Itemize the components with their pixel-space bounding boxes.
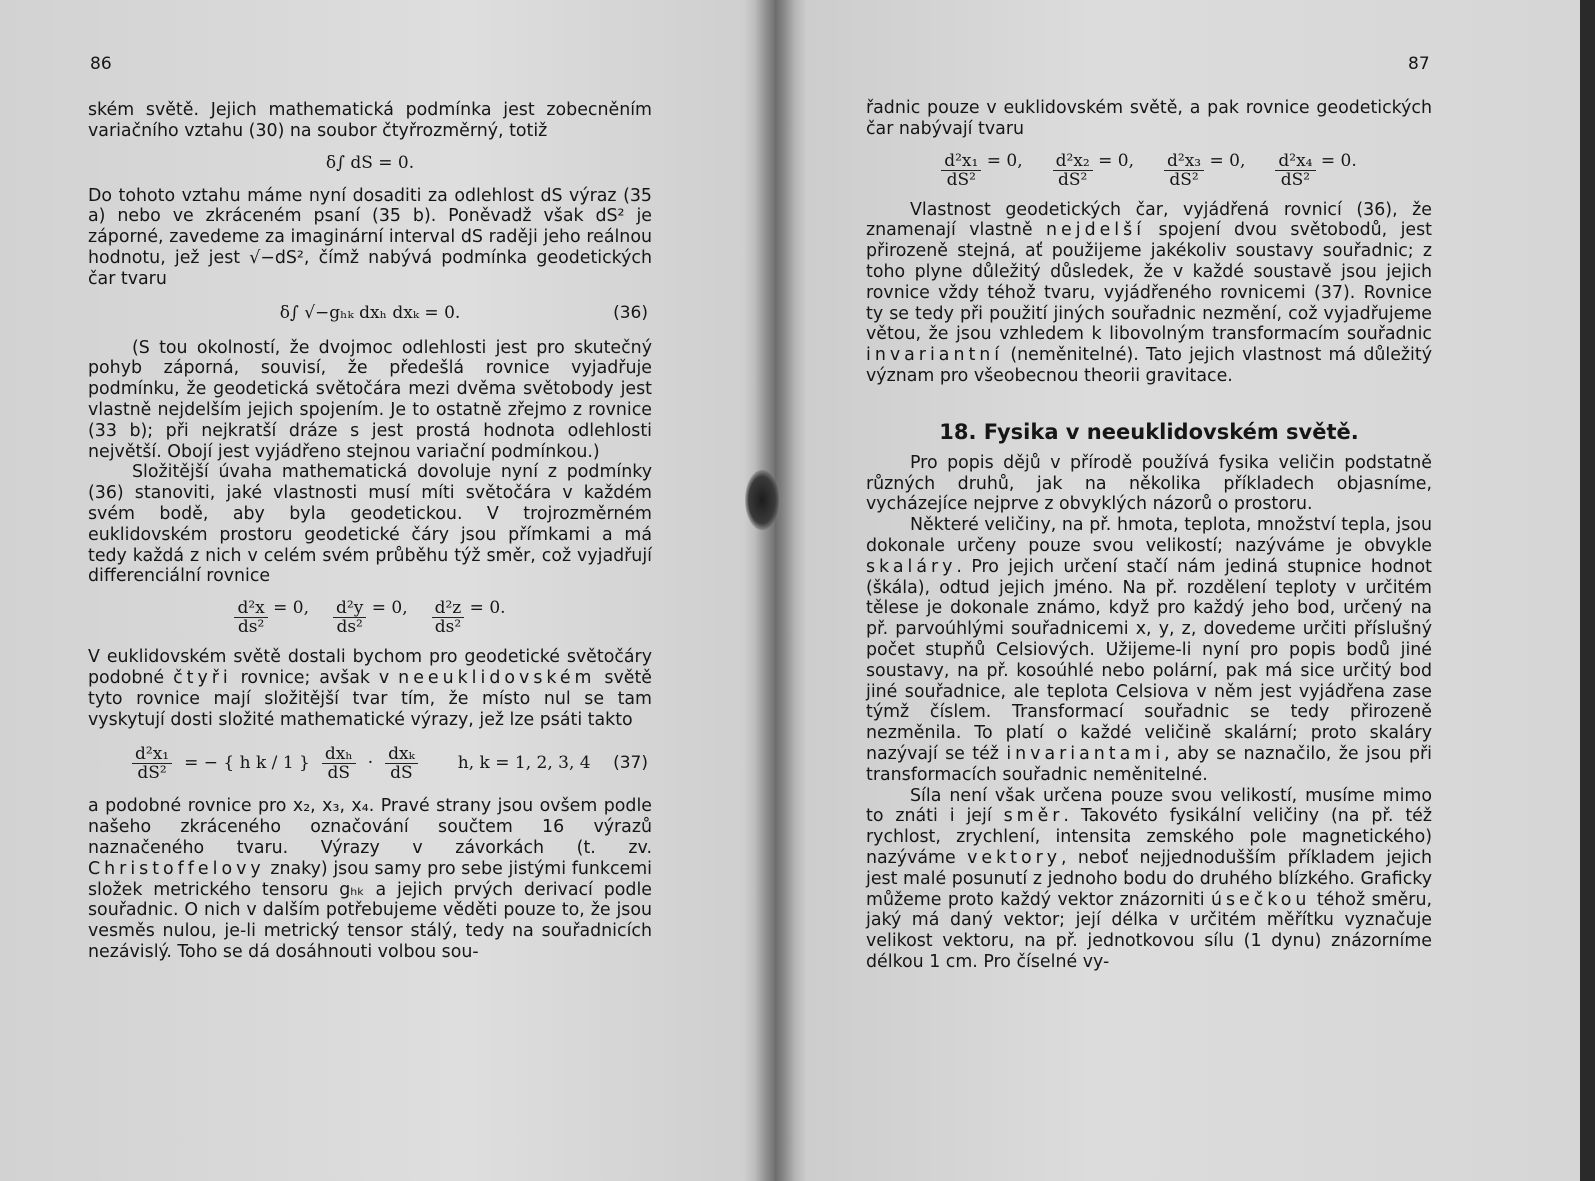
denominator: dS² [1169,169,1199,190]
equals: = 0, [1209,150,1246,171]
paragraph: Pro popis dějů v přírodě používá fysika veličin podstatně různých druhů, jak na několika příkladech objasníme, vycházejíce nejprve z obvyklých názorů o prostoru. [866,452,1432,515]
fraction-term [333,598,408,636]
spaced-text: čtyři [173,667,232,688]
paragraph: Do tohoto vztahu máme nyní dosaditi za odlehlost dS výraz (35 a) nebo ve zkráceném psaní (35 b). Poněvadž však dS² je záporné, zavedeme za imaginární interval dS raději jeho reálnou hodnotu, jež jest √−dS², čímž nabývá podmínka geodetických čar tvaru [88,185,652,289]
fraction-term [385,745,418,782]
text-run: Některé veličiny, na př. hmota, teplota, množství tepla, jsou dokonale určeny pouze svou velikostí; nazýváme je obvykle [866,515,1432,556]
text-run: a podobné rovnice pro x₂, x₃, x₄. Pravé strany jsou ovšem podle našeho zkráceného označování součtem 16 výrazů naznačeného tvaru. Výrazy v závorkách (t. zv. [88,796,652,858]
page-number-left: 86 [90,54,112,74]
paragraph: ském světě. Jejich mathematická podmínka jest zobecněním variačního vztahu (30) na soubor čtyřrozměrný, totiž [88,100,652,141]
book-gutter [755,0,795,1181]
text-run: rovnice; avšak v [231,667,399,688]
left-page-text [88,100,652,963]
denominator: ds² [434,617,462,638]
christoffel-symbol: = − { h k / 1 } [184,752,310,773]
equals: = 0, [371,598,408,619]
denominator: dS² [137,762,167,783]
spaced-text: invariantní [866,345,1004,366]
numerator: d²x₄ [1275,152,1315,171]
equals: = 0, [986,150,1023,171]
denominator: dS [390,762,413,783]
denominator: dS² [946,169,976,190]
denominator: dS [327,762,351,783]
paragraph [88,647,652,730]
text-run: (neměnitelné). Tato jejich vlastnost má důležitý význam pro všeobecnou theorii gravitace. [866,345,1432,386]
text-run: . Pro jejich určení stačí nám jediná stupnice hodnot (škála), odtud jejich jméno. Na př. rozdělení teploty v určitém tělese je dokonale známo, když pro každý jeho bod, určený na př. parvoúhlými souřadnicemi x, y, z, dovedeme určiti příslušný počet stupňů Celsiových. Užijeme-li nyní pro popis bodů jiné soustavy, na př. kosoúhlé nebo polární, pak má sice určitý bod jiné souřadnice, ale teplota Celsiova v něm jest vyjádřena zase týmž číslem. Transformací souřadnic se tedy přirozeně nezměnila. To platí o každé veličině skalární; proto skaláry nazývají se též [866,556,1432,764]
fraction-term [941,151,1022,189]
text-run: znaky) jsou samy pro sebe jistými funkcemi složek metrického tensoru gₕₖ a jejich prvých derivací podle souřadnic. O nich v dalším potřebujeme věděti pouze to, že jsou vesměs nulou, je-li metrický tensor stálý, tedy na souřadnicích nezávislý. Toho se dá dosáhnouti volbou sou- [88,858,652,962]
equation-number: (36) [613,303,648,324]
equation-37: $\frac{\text{d²x₁}}{\text{dS²}}$ = − { h k / 1 } $\frac{\text{dxₕ}}{dS}$ · $\frac{\text{dxₖ}}{dS}$ h, k = 1, 2, 3, 4 (37) [88,730,652,796]
spaced-text: skaláry [866,556,957,577]
text-run: světě tyto rovnice mají složitější tvar tím, že místo nul se tam vyskytují dosti složité mathematické výrazy, jež lze psáti takto [88,667,652,730]
equals: = 0, [1098,150,1134,171]
paragraph: Složitější úvaha mathematická dovoluje nyní z podmínky (36) stanoviti, jaké vlastnosti musí míti světočára v každém svém bodě, aby byla geodetickou. V trojrozměrném euklidovském prostoru geodetické čáry jsou přímkami a má tedy každá z nich v celém svém průběhu týž směr, což vyjadřují differenciální rovnice [88,462,652,587]
numerator: d²x₃ [1164,152,1204,171]
fraction-term [1053,151,1134,189]
fraction-term [1164,151,1245,189]
paragraph [866,515,1432,785]
numerator: d²x [234,599,267,618]
spaced-text: úsečkou [1210,889,1311,910]
text-run: , neboť nejjednodušším příkladem jejich jest malé posunutí z jednoho bodu do druhého blízkého. Graficky můžeme proto každý vektor znázorniti [866,847,1433,910]
text-run: V euklidovském světě dostali bychom pro geodetické světočáry podobné [88,647,652,688]
numerator: dxₖ [385,745,418,764]
equation [88,587,652,647]
numerator: d²x₁ [941,152,981,171]
paragraph: řadnic pouze v euklidovském světě, a pak rovnice geodetických čar nabývají tvaru [866,98,1432,139]
spaced-text: invariantami [1006,743,1165,764]
text-run: , aby se naznačilo, že jsou při transformacích souřadnic neměnitelné. [866,743,1433,785]
equals: = 0. [469,598,506,619]
fraction-term [322,745,356,782]
paragraph [866,786,1432,973]
equation [88,142,652,186]
text-run: Vlastnost geodetických čar, vyjádřená rovnicí (36), že znamenají vlastně [866,199,1432,241]
index-range: h, k = 1, 2, 3, 4 [457,752,591,773]
spaced-text: nejdelší [1046,220,1146,241]
spaced-text: Christoffelovy [88,858,265,879]
fraction-term [132,745,172,782]
spaced-text: směr [1003,806,1064,827]
text-run: Síla není však určena pouze svou velikostí, musíme mimo to znáti i její [866,785,1432,827]
paragraph [866,200,1432,387]
equals: = 0, [273,598,310,619]
binding-damage [745,470,779,530]
equation [866,140,1432,200]
numerator: d²x₁ [132,745,172,764]
paragraph [88,796,652,962]
denominator: dS² [1057,169,1088,190]
equation-36 [88,290,652,338]
text-run: spojení dvou světobodů, jest přirozeně stejná, ať použijeme jakékoliv soustavy souřadnic; z toho plyne důležitý důsledek, že v každé soustavě jsou jejich rovnice vždy téhož tvaru, vyjádřeného rovnicemi (37). Rovnice ty se tedy při použití jiných souřadnic nezmění, což vyjadřujeme větou, že jsou vzhledem k libovolným transformacím souřadnic [866,220,1432,345]
equals: = 0. [1320,150,1357,171]
fraction-term [234,598,309,636]
numerator: d²y [333,599,366,618]
text-run: téhož směru, jaký má daný vektor; její délka v určitém měřítku vyznačuje velikost vektoru, na př. jednotkovou sílu (1 dynu) znázorníme délkou 1 cm. Pro číselné vy- [866,889,1433,972]
equation-text: δ∫ √−gₕₖ dxₕ dxₖ = 0. [279,303,461,324]
spaced-text: vektory [967,847,1062,868]
page-number-right: 87 [1408,54,1430,74]
numerator: d²x₂ [1053,152,1093,171]
text-run: . Takovéto fysikální veličiny (na př. též rychlost, zrychlení, intensita zemského pole magnetického) nazýváme [866,806,1432,868]
paragraph: (S tou okolností, že dvojmoc odlehlosti jest pro skutečný pohyb záporná, souvisí, že předešlá rovnice vyjadřuje podmínku, že geodetická světočára mezi dvěma světobody jest vlastně nejdelším jejich spojením. Je to ostatně zřejmo z rovnice (33 b); při nejkratší dráze s jest prostá hodnota odlehlosti největší. Obojí jest vyjádřeno stejnou variační podmínkou.) [88,337,652,462]
equation-number: (37) [613,752,648,773]
equation-text: δ∫ dS = 0. [325,153,415,174]
section-heading: 18. Fysika v neeuklidovském světě. [939,419,1359,444]
numerator: d²z [432,599,465,618]
fraction-term [1275,151,1356,189]
right-page-text [866,98,1432,973]
denominator: ds² [336,617,363,638]
spaced-text: neeuklidovském [398,667,596,688]
numerator: dxₕ [322,745,356,764]
denominator: dS² [1280,169,1311,190]
section-heading-wrap [866,387,1432,453]
denominator: ds² [237,617,265,638]
fraction-term [432,598,506,636]
